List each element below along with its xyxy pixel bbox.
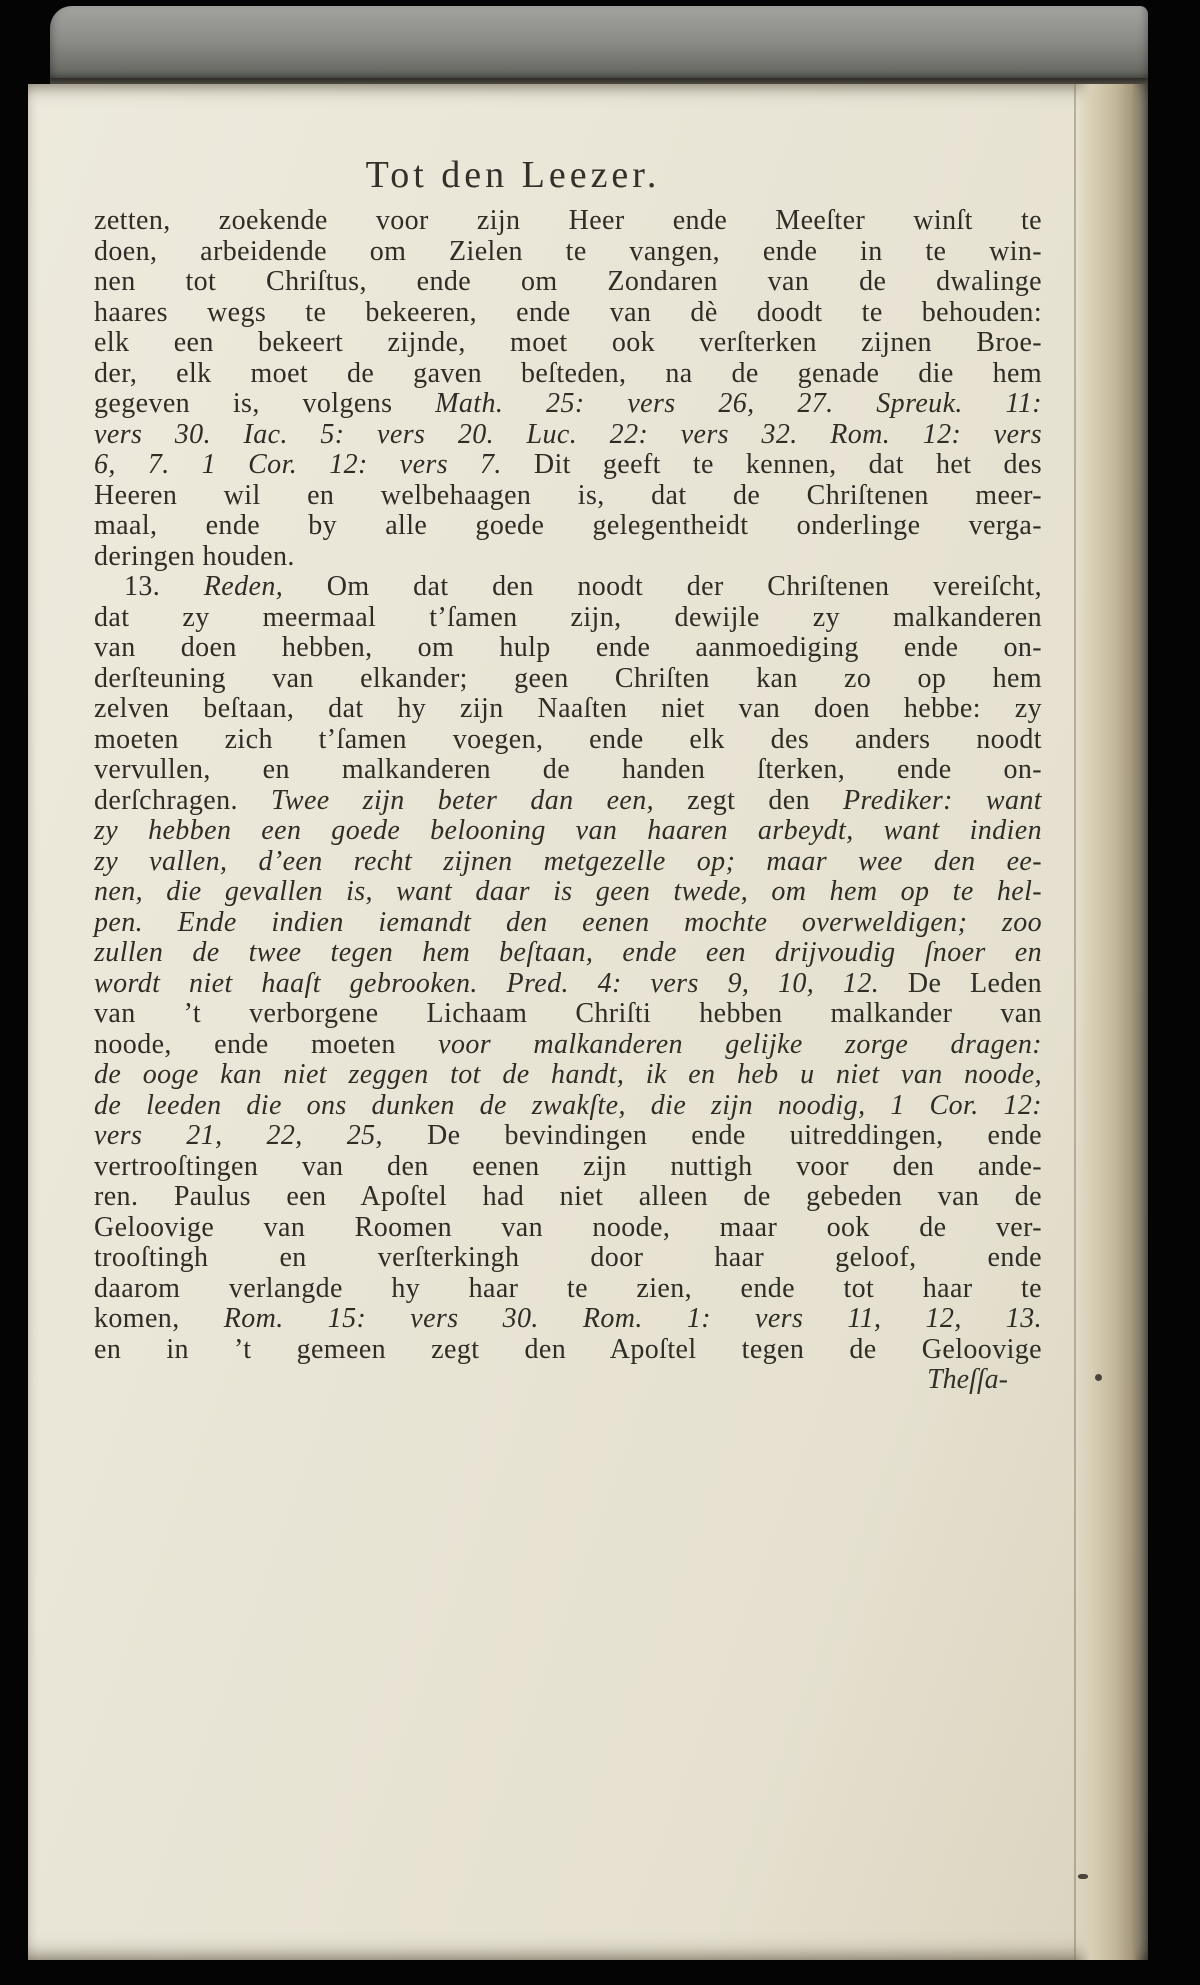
roman-segment: gegeven is, volgens (94, 388, 436, 419)
italic-segment: Rom. 15: vers 30. Rom. 1: vers 11, 12, 13. (223, 1303, 1042, 1334)
roman-segment: dat zy meermaal t’ſamen zijn, dewijle zy malkanderen (94, 601, 1042, 633)
roman-segment: vertrooſtingen van den eenen zijn nuttigh voor den ande- (94, 1150, 1042, 1182)
italic-segment: nen, die gevallen is, want daar is geen twede, om hem op te hel- (94, 876, 1042, 907)
roman-segment: De Leden (907, 967, 1042, 999)
roman-segment: en in ’t gemeen zegt den Apoſtel tegen de Geloovige (94, 1333, 1042, 1365)
italic-segment: zullen de twee tegen hem beſtaan, ende een drijvoudig ſnoer en (94, 937, 1042, 968)
roman-segment: haares wegs te bekeeren, ende van dè doodt te behouden: (94, 296, 1042, 328)
text-line (94, 725, 1042, 756)
ink-speck (1078, 1874, 1088, 1879)
text-line (94, 603, 1042, 634)
italic-segment: voor malkanderen gelijke zorge dragen: (438, 1028, 1042, 1060)
roman-segment: ren. Paulus een Apoſtel had niet alleen de gebeden van de (94, 1181, 1042, 1212)
italic-segment: wordt niet haaſt gebrooken. Pred. 4: vers 9, 10, 12. (94, 967, 908, 999)
text-line (94, 481, 1042, 512)
catchword: Theſſa- (927, 1364, 1008, 1395)
roman-segment: Dit geeft te kennen, dat het des (533, 449, 1042, 480)
roman-segment: moeten zich t’ſamen voegen, ende elk des anders noodt (94, 723, 1042, 755)
italic-segment: zy hebben een goede belooning van haaren arbeydt, want indien (94, 815, 1042, 846)
text-line (94, 511, 1042, 542)
text-line (94, 1335, 1042, 1366)
roman-segment: nen tot Chriſtus, ende om Zondaren van de dwalinge (94, 266, 1042, 297)
italic-segment: zy vallen, d’een recht zijnen metgezelle op; maar wee den ee- (94, 845, 1042, 877)
italic-segment: Reden, (203, 571, 284, 602)
text-line (94, 1030, 1042, 1061)
text-line (94, 999, 1042, 1030)
italic-segment: Math. 25: vers 26, 27. Spreuk. 11: (435, 388, 1043, 419)
text-line (94, 1213, 1042, 1244)
text-line (94, 1091, 1042, 1122)
roman-segment: daarom verlangde hy haar te zien, ende tot haar te (94, 1272, 1042, 1304)
text-line (94, 237, 1042, 268)
roman-segment: maal, ende by alle goede gelegentheidt onderlinge verga- (94, 510, 1042, 541)
page (28, 84, 1148, 1960)
text-line (94, 1121, 1042, 1152)
roman-segment: trooſtingh en verſterkingh door haar geloof, ende (94, 1242, 1042, 1273)
text-line (94, 664, 1042, 695)
roman-segment: elk een bekeert zijnde, moet ook verſterken zijnen Broe- (94, 327, 1042, 358)
text-line (94, 572, 1042, 603)
roman-segment: vervullen, en malkanderen de handen ſterken, ende on- (94, 754, 1042, 785)
italic-segment: vers 30. Iac. 5: vers 20. Luc. 22: vers 32. Rom. 12: vers (94, 418, 1042, 450)
roman-segment: derſchragen. (94, 784, 271, 816)
roman-segment: zelven beſtaan, dat hy zijn Naaſten niet van doen hebbe: zy (94, 693, 1042, 724)
text-line (94, 816, 1042, 847)
italic-segment: de leeden die ons dunken de zwakſte, die zijn noodig, 1 Cor. 12: (94, 1089, 1042, 1121)
text-line (94, 1304, 1042, 1335)
roman-segment: Om dat den noodt der Chriſtenen vereiſcht, (283, 571, 1042, 602)
roman-segment: zegt den (687, 784, 844, 816)
text-line (94, 969, 1042, 1000)
text-line (94, 1274, 1042, 1305)
italic-segment: de ooge kan niet zeggen tot de handt, ik en heb u niet van noode, (94, 1059, 1042, 1090)
text-line (94, 938, 1042, 969)
text-line (94, 755, 1042, 786)
page-edge-shadow (1132, 84, 1148, 1960)
text-line (94, 1060, 1042, 1091)
roman-segment: van doen hebben, om hulp ende aanmoediging ende on- (94, 632, 1042, 663)
roman-segment: zetten, zoekende voor zijn Heer ende Meeſter winſt te (94, 205, 1042, 236)
text-line (94, 633, 1042, 664)
roman-segment: Geloovige van Roomen van noode, maar ook de ver- (94, 1211, 1042, 1243)
text-line (94, 206, 1042, 237)
roman-segment: der, elk moet de gaven beſteden, na de genade die hem (94, 357, 1042, 389)
text-line (94, 328, 1042, 359)
text-line (94, 359, 1042, 390)
text-line (94, 267, 1042, 298)
italic-segment: vers 21, 22, 25, (94, 1120, 427, 1151)
text-line (94, 847, 1042, 878)
text-line (94, 694, 1042, 725)
italic-segment: 6, 7. 1 Cor. 12: vers 7. (94, 449, 534, 480)
text-line (94, 1152, 1042, 1183)
ink-speck (1095, 1374, 1102, 1381)
text-block (94, 152, 1042, 1396)
text-line (94, 298, 1042, 329)
italic-segment: Prediker: want (843, 784, 1042, 816)
body-lines (94, 206, 1042, 1365)
text-line (94, 908, 1042, 939)
book-top-edge (50, 6, 1148, 84)
text-line (94, 786, 1042, 817)
text-line (94, 1182, 1042, 1213)
roman-segment: noode, ende moeten (94, 1028, 439, 1060)
roman-segment: 13. (124, 571, 204, 602)
roman-segment: derſteuning van elkander; geen Chriſten kan zo op hem (94, 662, 1042, 694)
text-line (94, 420, 1042, 451)
roman-segment: Heeren wil en welbehaagen is, dat de Chriſtenen meer- (94, 479, 1042, 511)
italic-segment: Twee zijn beter dan een, (270, 784, 688, 816)
text-line (94, 877, 1042, 908)
italic-segment: pen. Ende indien iemandt den eenen mochte overweldigen; zoo (94, 906, 1042, 938)
roman-segment: van ’t verborgene Lichaam Chriſti hebben malkander van (94, 998, 1042, 1029)
roman-segment: doen, arbeidende om Zielen te vangen, ende in te win- (94, 235, 1042, 267)
roman-segment: deringen houden. (94, 540, 295, 572)
text-line (94, 1243, 1042, 1274)
roman-segment: komen, (94, 1303, 224, 1334)
roman-segment: De bevindingen ende uitreddingen, ende (426, 1120, 1042, 1151)
text-line (94, 542, 1042, 573)
text-line (94, 389, 1042, 420)
text-line (94, 450, 1042, 481)
page-header: Tot den Leezer. (365, 154, 661, 196)
